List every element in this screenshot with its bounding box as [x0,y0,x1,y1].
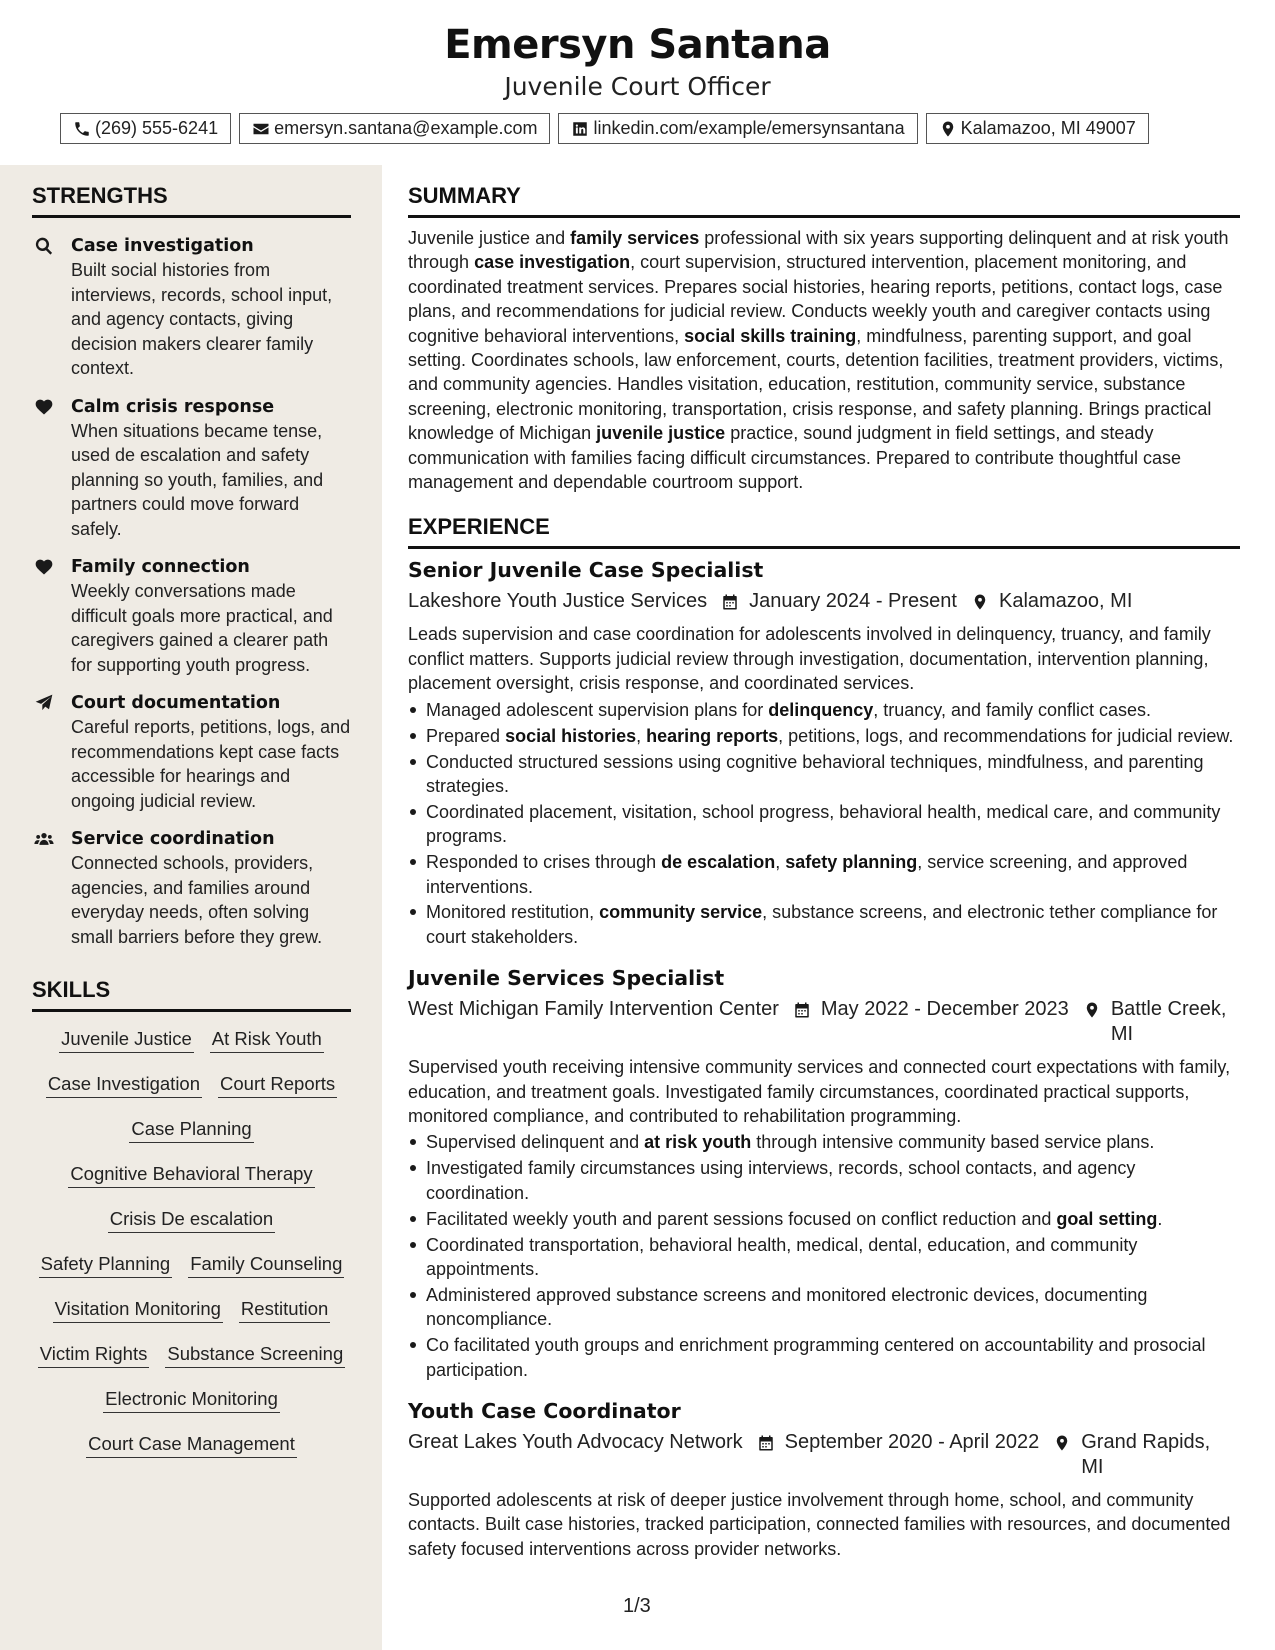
text-run: practice, sound judgment in field settings, and steady communication with families facing difficult circumstances. Prepared to contribute thoughtful case management and dependable courtroom support. [408,423,1182,493]
dates-text: January 2024 - Present [749,590,957,613]
strengths-heading: STRENGTHS [32,183,351,218]
text-run: Monitored restitution, [426,902,600,923]
candidate-title: Juvenile Court Officer [504,72,771,101]
strengths-list [32,234,351,949]
location-text: Battle Creek, MI [1110,998,1227,1046]
job-bullets [408,1130,1240,1382]
calendar-icon [721,592,739,612]
sidebar [0,165,382,1650]
contact-linkedin[interactable] [558,113,917,144]
strength-name: Case investigation [71,236,254,256]
job-title: Senior Juvenile Case Specialist [408,558,764,583]
location-text: Kalamazoo, MI [998,590,1133,613]
text-run: Prepared [426,725,506,746]
strengths-section [32,183,351,949]
job-dates [793,997,1069,1047]
location-text: Grand Rapids, MI [1081,1431,1211,1479]
list-item [408,1283,1240,1332]
calendar-icon [757,1433,775,1453]
skill-row [32,1159,351,1204]
list-item [408,1333,1240,1382]
keyword-bold: community service [599,902,763,923]
dates-text: May 2022 - December 2023 [820,998,1069,1021]
phone-text: (269) 555-6241 [95,118,219,138]
keyword-bold: juvenile justice [596,423,726,444]
company-name: Great Lakes Youth Advocacy Network [408,1431,743,1454]
keyword-bold: social skills training [684,325,857,346]
strength-description: Connected schools, providers, agencies, and families around everyday needs, often solving small barriers before they grew. [71,853,323,947]
text-run: Co facilitated youth groups and enrichment programming centered on accountability and prosocial participation. [426,1335,1206,1380]
skill-tag: Electronic Monitoring [103,1386,280,1413]
skill-tag: Juvenile Justice [59,1026,194,1053]
skill-row [32,1114,351,1159]
text-run: Responded to crises through [426,852,662,873]
job-location [1053,1430,1231,1480]
map-pin-icon [939,120,957,138]
list-item [408,1130,1240,1154]
text-run: Coordinated placement, visitation, school progress, behavioral health, medical care, and community programs. [426,801,1221,847]
job-meta [408,1430,1240,1480]
skill-tag: Victim Rights [38,1341,150,1368]
text-run: Juvenile justice and [408,228,571,248]
text-run: , [636,725,647,746]
skill-row [32,1339,351,1384]
map-pin-icon [1053,1433,1071,1453]
skill-tag: Case Planning [129,1116,253,1143]
job-bullets [408,698,1240,950]
text-run: , substance screens, and electronic tether compliance for court stakeholders. [426,902,1218,947]
skills-heading: SKILLS [32,977,351,1012]
skill-tag: Substance Screening [165,1341,345,1368]
paper-plane-icon [34,693,54,713]
job-meta [408,997,1240,1047]
resume-header [0,0,1275,165]
job-meta [408,589,1240,614]
keyword-bold: social histories [505,725,637,746]
list-item [408,900,1240,949]
summary-text [408,226,1240,494]
skill-row [32,1429,351,1474]
strength-description: Careful reports, petitions, logs, and recommendations kept case facts accessible for hearings and ongoing judicial review. [71,717,351,811]
skill-tag: Visitation Monitoring [53,1296,223,1323]
map-pin-icon [1083,1000,1101,1020]
list-item [408,850,1240,899]
candidate-name: Emersyn Santana [444,22,831,68]
heart-icon [34,557,54,577]
phone-icon [73,120,91,138]
strength-name: Service coordination [71,829,275,849]
experience-heading: EXPERIENCE [408,514,1240,549]
job-description: Supported adolescents at risk of deeper justice involvement through home, school, and community contacts. Built case histories, tracked participation, connected families with resources, and documented safety focused interventions across provider networks. [408,1490,1231,1559]
job-title: Youth Case Coordinator [408,1399,681,1424]
strength-item [32,691,351,813]
envelope-icon [252,120,270,138]
keyword-bold: safety planning [785,852,918,873]
strength-item [32,555,351,677]
text-run: Investigated family circumstances using interviews, records, school contacts, and agency coordination. [426,1158,1136,1203]
skill-tag: Cognitive Behavioral Therapy [68,1161,314,1188]
skill-tag: Family Counseling [188,1251,344,1278]
text-run: through intensive community based service plans. [751,1132,1155,1153]
text-run: Facilitated weekly youth and parent sessions focused on conflict reduction and [426,1208,1057,1229]
users-icon [34,829,54,849]
strength-item [32,395,351,542]
skills-list [32,1024,351,1474]
skill-tag: Court Case Management [86,1431,297,1458]
job-location [1083,997,1253,1047]
heart-icon [34,397,54,417]
jobs-list [408,555,1240,1561]
skill-tag: At Risk Youth [210,1026,324,1053]
text-run: Conducted structured sessions using cognitive behavioral techniques, mindfulness, and parenting strategies. [426,751,1204,796]
skill-tag: Court Reports [218,1071,337,1098]
list-item [408,800,1240,849]
contact-email[interactable] [239,113,550,144]
contact-bar [60,113,1149,144]
summary-section [408,183,1240,494]
job-entry [408,963,1240,1382]
job-description: Supervised youth receiving intensive community services and connected court expectations with family, education, and treatment goals. Investigated family circumstances, coordinated practical supports, monitored compliance, and contributed to rehabilitation programming. [408,1057,1231,1127]
job-location [971,589,1132,614]
keyword-bold: family services [570,228,700,248]
strength-item [32,234,351,381]
experience-section [408,514,1240,1561]
skills-section [32,977,351,1474]
linkedin-icon [571,120,589,138]
text-run: Managed adolescent supervision plans for [426,699,769,720]
skill-row [32,1024,351,1069]
text-run: , [775,852,786,873]
strength-description: Weekly conversations made difficult goals more practical, and caregivers gained a clearer path for supporting youth progress. [71,581,333,675]
job-entry [408,555,1240,949]
page-number: 1/3 [623,1595,651,1617]
email-text: emersyn.santana@example.com [274,118,538,138]
skill-row [32,1204,351,1249]
skill-row [32,1249,351,1294]
summary-heading: SUMMARY [408,183,1240,218]
list-item [408,724,1240,748]
text-run: . [1157,1208,1163,1229]
company-name: West Michigan Family Intervention Center [408,998,779,1021]
keyword-bold: hearing reports [646,725,779,746]
job-title: Juvenile Services Specialist [408,966,725,991]
skill-tag: Safety Planning [39,1251,173,1278]
location-text: Kalamazoo, MI 49007 [960,118,1136,138]
skill-row [32,1384,351,1429]
keyword-bold: de escalation [661,852,776,873]
list-item [408,750,1240,799]
skill-tag: Crisis De escalation [108,1206,275,1233]
text-run: , truancy, and family conflict cases. [873,699,1152,720]
keyword-bold: delinquency [768,699,874,720]
text-run: , service screening, and approved interventions. [426,852,1188,897]
map-pin-icon [971,592,989,612]
skill-tag: Case Investigation [46,1071,202,1098]
linkedin-text: linkedin.com/example/emersynsantana [593,118,905,138]
calendar-icon [793,1000,811,1020]
job-dates [721,589,957,614]
text-run: , mindfulness, parenting support, and goal setting. Coordinates schools, law enforcement, courts, detention facilities, treatment providers, victims, and community agencies. Handles visitation, education, restitution, community service, substance screening, electronic monitoring, transportation, crisis response, and safety planning. Brings practical knowledge of Michigan [408,325,1224,444]
text-run: Coordinated transportation, behavioral health, medical, dental, education, and community appointments. [426,1234,1138,1279]
keyword-bold: goal setting [1056,1208,1158,1229]
list-item [408,698,1240,722]
contact-location [926,113,1149,144]
job-dates [757,1430,1040,1480]
keyword-bold: at risk youth [644,1132,752,1153]
strength-name: Family connection [71,557,250,577]
skill-row [32,1069,351,1114]
strength-item [32,827,351,949]
text-run: Supervised delinquent and [426,1132,645,1153]
text-run: Administered approved substance screens and monitored electronic devices, documenting noncompliance. [426,1284,1148,1330]
text-run: , court supervision, structured intervention, placement monitoring, and coordinated treatment services. Prepares social histories, hearing reports, petitions, contact logs, case plans, and recommendations for judicial review. Conducts weekly youth and caregiver contacts using cognitive behavioral interventions, [408,252,1223,346]
main-content [408,165,1240,1561]
strength-name: Calm crisis response [71,396,275,417]
strength-name: Court documentation [71,693,281,713]
list-item [408,1156,1240,1205]
skill-row [32,1294,351,1339]
strength-description: Built social histories from interviews, records, school input, and agency contacts, giving decision makers clearer family context. [71,260,333,378]
skill-tag: Restitution [239,1296,330,1323]
company-name: Lakeshore Youth Justice Services [408,590,708,613]
dates-text: September 2020 - April 2022 [784,1431,1040,1454]
text-run: , petitions, logs, and recommendations for judicial review. [778,725,1234,746]
job-entry [408,1396,1240,1561]
text-run: professional with six years supporting delinquent and at risk youth through [408,228,1229,273]
contact-phone[interactable] [60,113,231,144]
list-item [408,1207,1240,1231]
search-icon [34,236,54,256]
job-description: Leads supervision and case coordination for adolescents involved in delinquency, truancy, and family conflict matters. Supports judicial review through investigation, documentation, intervention planning, placement oversight, crisis response, and coordinated services. [408,624,1211,694]
strength-description: When situations became tense, used de escalation and safety planning so youth, families, and partners could move forward safely. [71,420,324,539]
list-item [408,1233,1240,1282]
keyword-bold: case investigation [474,252,631,273]
